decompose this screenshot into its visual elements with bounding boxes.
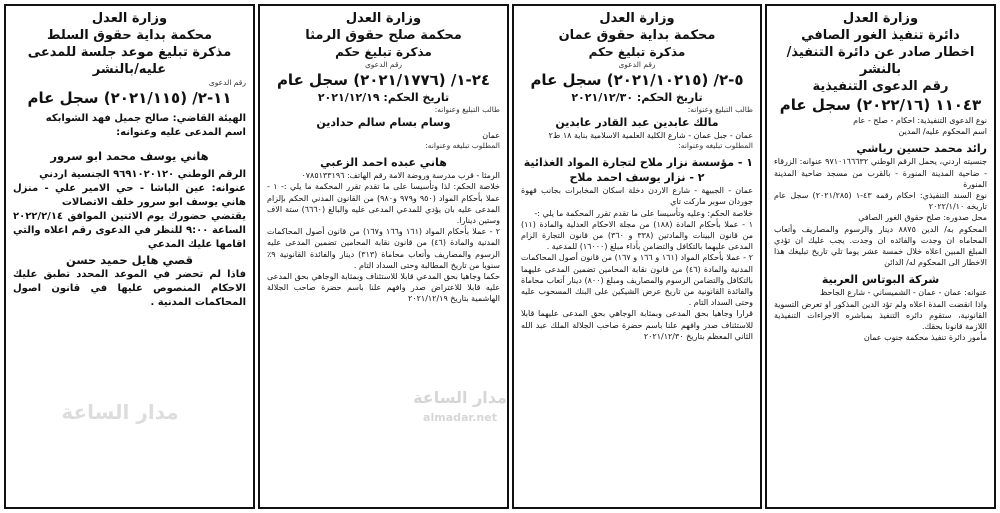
defendant-id: الرقم الوطني ٩٦٩١٠٢٠١٢٠ الجنسية اردني [39,169,246,180]
judgment-item-2: ٢ - عملا بأحكام المواد (١٦١ و١٦٦ و١٦٧) من قانون أصول المحاكمات المدنية والمادة (٤٦) من قانون نقابة المحامين تضمين المدعى عليه الرسوم والمصاريف وأتعاب محاماة (٣١٣) دينار والفائدة القانونية ٩٪ سنويا من تاريخ المطالبة وحتى السداد التام . [267,227,501,270]
department-title: دائرة تنفيذ الغور الصافي [801,28,960,43]
notified-party-2: ٢ - نزار يوسف احمد ملاح [569,171,705,185]
requester-label: طالب التبليغ وعنوانه: [434,105,500,114]
signature: مأمور دائرة تنفيذ محكمة جنوب عمان [863,333,987,343]
notice-execution-ghor-safi [765,4,996,509]
defendant-label: اسم المدعى عليه وعنوانه: [116,127,246,138]
case-number: ١١-٢/ (٢٠٢١/١١٥) سجل عام [27,89,232,107]
case-label: رقم الدعوى التنفيذية [812,79,949,94]
case-label: رقم الدعوى [364,60,403,69]
closing-text: واذا انقضت المدة اعلاه ولم تؤد الدين المذكور او تعرض التسوية القانونية، ستقوم دائره التنفيذ بمباشره الاجراءات التنفيذية اللازمة قانونا بحقك. [774,299,987,332]
notified-party-1: ١ - مؤسسة نزار ملاح لتجارة المواد الغذائية [523,156,753,170]
case-type: نوع الدعوى التنفيذية: احكام - صلح - عام [853,116,987,125]
closing-text: فاذا لم تحضر في الموعد المحدد تطبق عليك الاحكام المنصوص عليها في قانون اصول المحاكمات المدنية . [13,269,246,308]
judgment-conclusion: حكما وجاهيا بحق المدعي قابلا للاستئناف وبمثابة الوجاهي بحق المدعى عليه قابلا للاعتراض صدر وافهم علنا باسم حضرة صاحب الجلالة الهاشمية بتاريخ ٢٠٢١/١٢/١٩ [267,272,500,304]
case-number: ٥-٢/ (٢٠٢١/١٠٢١٥) سجل عام [530,71,744,89]
judgment-item-2: ٢ - عملا بأحكام المواد (١٦١ و ١٦٦ و ١٦٧) من قانون أصول المحاكمات المدنية والمادة (٤٦) من قانون نقابة المحامين تضمين المدعى عليهما بالتكافل والتضامن الرسوم والمصاريف ومبلغ (٨٠٠) دينار أتعاب محاماة والفائدة القانونية من تاريخ عرض الشيكين على البنك المسحوب عليه وحتى السداد التام . [521,253,754,308]
defendant-name: هاني يوسف محمد ابو سرور [50,149,209,163]
judgment-item-1: خلاصة الحكم: لذا وتأسيسا على ما تقدم تقرر المحكمة ما يلي :- ١ - عملا بأحكام المواد (٩٥٠ و٩٧٩ و٩٨٠) من القانون المدني الحكم بإلزام المدعى عليه بان يؤدي للمدعي المدعى عليه والبالغ (٦٦٦٠) ستة الاف وستين دينارا. [267,182,501,226]
notice-amman-first-instance [512,4,762,509]
ministry-header: وزارة العدل [599,11,675,26]
notified-name: هاني عبده احمد الزعبي [320,156,447,170]
notice-title: مذكرة تبليغ حكم [588,45,686,59]
judge-panel: الهيئة القاضي: صالح جميل فهد الشوابكه [45,113,246,124]
bond-issuer: محل صدوره: صلح حقوق الغور الصافي [858,213,987,223]
notice-ramtha-magistrate [258,4,509,509]
court-title: محكمة بداية حقوق عمان [558,28,716,43]
requester-label: طالب التبليغ وعنوانه: [687,105,753,114]
notice-title: مذكرة تبليغ حكم [335,45,432,59]
court-title: محكمة بداية حقوق السلط [46,28,213,43]
ministry-header: وزارة العدل [842,11,919,26]
judgment-date: تاريخ الحكم: ٢٠٢١/١٢/٣٠ [571,91,703,104]
watermark-secondary: مدار الساعة [61,400,179,424]
case-label: رقم الدعوى [208,78,246,87]
watermark-line-1: مدار الساعة [413,388,507,407]
requester-address: عمان [482,131,500,140]
requester-address: عمان - جبل عمان - شارع الكلية العلمية الاسلامية بناية ١٨ ط٢ [548,131,753,140]
debtor-name: رائد محمد حسين رياشي [856,142,987,156]
ministry-header: وزارة العدل [91,11,168,26]
ministry-header: وزارة العدل [345,11,422,26]
hearing-notice: يقتضي حضورك يوم الاثنين الموافق ٢٠٢٢/٢/١٤ الساعة ٩:٠٠ للنظر في الدعوى رقم اعلاه والتي اقامها عليك المدعي [13,211,246,250]
judgment-conclusion: قرارا وجاهيا بحق المدعى وبمثابة الوجاهي بحق المدعى عليهما قابلا للاستئناف صدر وافهم علنا باسم حضرة صاحب الجلالة الملك عبد الله الثاني المعظم بتاريخ ٢٠٢١/١٢/٣٠ [521,309,753,341]
notice-salt-first-instance [4,4,255,509]
case-label: رقم الدعوى [618,60,656,69]
requester-name: مالك عابدين عبد القادر عابدين [555,116,719,129]
notified-label: المطلوب تبليغه وعنوانه: [425,141,500,151]
case-number: ٢٤-١/ (٢٠٢١/١٧٧٦) سجل عام [276,71,491,89]
case-number: ١١٠٤٣ (٢٠٢٢/١٦) سجل عام [779,96,982,114]
debtor-details: جنسيته اردني، يحمل الرقم الوطني ٩٧١٠١٦٦٦٣٢ عنوانه: الزرقاء - ضاحية المدينة المنورة - بالقرب من مسجد ضاحية المدينة المنورة [774,157,987,189]
creditor-name: شركة البوتاس العربية [821,273,940,287]
notice-title: اخطار صادر عن دائرة التنفيذ/ بالنشر [786,45,975,77]
judgment-intro: خلاصة الحكم: وعليه وتأسيسا على ما تقدم تقرر المحكمة ما يلي :- [534,208,753,218]
court-title: محكمة صلح حقوق الرمثا [305,28,462,43]
notified-label: المطلوب تبليغه وعنوانه: [678,141,753,151]
notified-address: عمان - الجبيهة - شارع الاردن دخلة اسكان المخابرات بجانب قهوة جوردان سوبر ماركت تاي [521,186,753,207]
watermark-line-2: almadar.net [423,411,497,424]
bond-details: نوع السند التنفيذي: احكام رقمه ٤٣-١ (٢٠٢١/٢٨٥) سجل عام تاريخه ٢٠٢٢/١/١٠ [774,191,987,212]
notice-title-2: عليه/بالنشر [92,62,167,77]
plaintiff-name: قصي هايل حميد حسن [65,253,194,267]
debtor-label: اسم المحكوم عليه/ المدين [898,127,987,137]
notice-title: مذكرة تبليغ موعد جلسة للمدعى [27,45,232,60]
notice-body: المحكوم به/ الدين ٨٨٧٥ دينار والرسوم والمصاريف وأتعاب المحاماه ان وجدت والفائده ان وجدت. يجب عليك ان تؤدي المبلغ المبين اعلاه خلال خمسة عشر يوما تلي تاريخ تبليغك هذا الاخطار الى المحكوم له/ الدائن [774,224,988,268]
notified-address: الرمثا - قرب مدرسة وروضة الامة رقم الهاتف: ٠٧٨٥١٣٣١٩٦ [301,171,500,181]
judgment-item-1: ١ - عملا بأحكام المادة (١٨٨) من مجلة الاحكام العدلية والمادة (١١) من قانون البينات والمادتين (٣٣٨ و ٣٦٠) من قانون التجارة الزام المدعى عليهما بالتكافل والتضامن بأداء مبلغ (١٦٠٠٠) للمدعية . [521,219,754,252]
creditor-address: عنوانه: عمان - عمان - الشميساني - شارع الجاحظ [819,288,987,298]
defendant-address: عنوانه: عين الباشا - حي الامير علي - منزل هاني يوسف ابو سرور خلف الاتصالات [13,183,246,208]
judgment-date: تاريخ الحكم: ٢٠٢١/١٢/١٩ [317,91,450,104]
requester-name: وسام بسام سالم حدادين [316,116,451,129]
